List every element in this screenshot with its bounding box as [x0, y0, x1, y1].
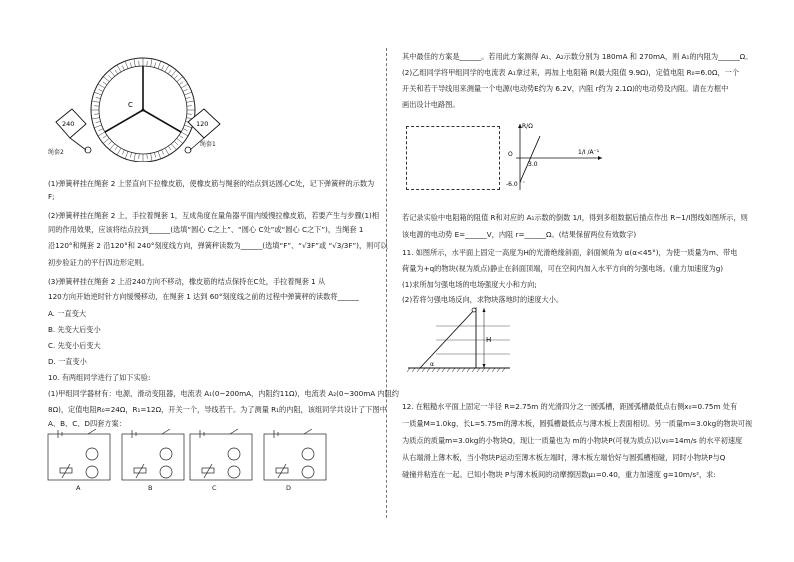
q11-line-4: (2)若将匀强电场反向，求物块落地时的速度大小。: [402, 295, 564, 304]
option-b: B. 先变大后变小: [48, 325, 101, 334]
graph-line: [520, 136, 540, 182]
option-c: C. 先变小后变大: [48, 341, 101, 350]
r-line-5: 若记录实验中电阻箱的阻值 R和对应的 A₁示数的倒数 1/I，得到多组数据后描点作出 R−1/I图线如图所示，则: [402, 213, 748, 222]
q11-line-3: (1)求所加匀强电场的电场强度大小和方向;: [402, 280, 537, 289]
option-a: A. 一直变大: [48, 309, 87, 318]
para-3: (2)弹簧秤挂在绳套 2 上，手拉着绳套 1，互成角度在量角器平面内缓慢拉橡皮筋，若要产生与步骤(1)相: [48, 211, 380, 220]
q10-line-2: 8Ω)，定值电阻R₀=24Ω，R₁=12Ω，开关一个，导线若干。为了测量 R₁的内阻，该组同学共设计了下图中: [48, 405, 387, 414]
circuit-label-b: B: [148, 484, 153, 492]
incline-diagram: [406, 302, 516, 374]
option-d: D. 一直变小: [48, 357, 87, 366]
question-11: 11. 如图所示，水平面上固定一高度为H的光滑绝缘斜面，斜面倾角为 α(α<45°)，为使一质量为m、带电: [402, 248, 738, 257]
r-line-2: (2)乙组同学将甲组同学的电流表 A₁拿过来，再加上电阻箱 R(最大阻值 9.9Ω)，定值电阻 R₀=6.0Ω，一个: [402, 68, 740, 77]
question-12: 12. 在粗糙水平面上固定一半径 R=2.75m 的光滑四分之一圆弧槽，距圆弧槽最低点右侧x₀=0.75m 处有: [402, 402, 738, 411]
r-line-6: 该电源的电动势 E=______V，内阻 r=______Ω。(结果保留两位有效数字): [402, 230, 637, 239]
q12-line-2: 一质量M=1.0kg、长L=5.75m的薄木板，圆弧槽最低点与薄木板上表面相切。另一质量m=3.0kg的物块可视: [402, 419, 753, 428]
para-6: 初步验证力的平行四边形定则。: [48, 258, 149, 267]
para-4: 同的作用效果，应该将结点拉到______(选填“圆心 C之上”、“圆心 C处”或“圆心 C之下”)，当绳套 1: [48, 225, 364, 234]
incline-height-label: H: [486, 336, 492, 344]
para-1: (1)弹簧秤挂在绳套 2 上竖直向下拉橡皮筋，使橡皮筋与绳套的结点到达圆心C处，记下弹簧秤的示数为: [48, 179, 375, 188]
circuit-label-c: C: [212, 484, 217, 492]
box-120-label: 120: [196, 120, 209, 128]
right-column: [394, 0, 794, 562]
q11-line-2: 荷量为+q的物块(视为质点)静止在斜面顶端，可在空间内加入水平方向的匀强电场。(重力加速度为g): [402, 264, 724, 273]
rope-1-label: 绳套1: [200, 141, 216, 148]
q12-line-3: 为质点的质量m=3.0kg的小物块Q，现让一质量也为 m的小物块P(可视为质点)以v₀=14m/s 的水平初速度: [402, 436, 743, 445]
incline-angle-label: α: [430, 361, 434, 368]
graph-y-label: R/Ω: [522, 123, 533, 130]
r-line-3: 开关和若干导线用来测量一个电源(电动势E约为 6.2V，内阻 r约为 2.1Ω)的电动势及内阻。请在方框中: [402, 84, 729, 93]
para-5: 沿120°和绳套 2 沿120°和 240°刻度线方向，弹簧秤读数为______(选填“F”、“√3F”或 “√3/3F”)，则可以: [48, 241, 388, 250]
para-8: 120方向开始逆时针方向缓慢移动，在绳套 1 达到 60°刻度线之前的过程中弹簧秤的读数将______: [48, 292, 360, 301]
question-10: 10. 有两组同学进行了如下实验:: [48, 373, 151, 382]
para-7: (3)弹簧秤挂在绳套 2 上沿240方向不移动，橡皮筋的结点保持在C处，手拉着绳套 1 从: [48, 277, 326, 286]
graph-y-tick: -6.0: [506, 181, 518, 188]
graph-origin: O: [508, 151, 513, 158]
q12-line-5: 碰撞并粘连在一起。已知小物块 P与薄木板间的动摩擦因数μ₁=0.40，重力加速度 g=10m/s²，求:: [402, 470, 716, 479]
column-divider: [386, 48, 387, 518]
q12-line-4: 从右端滑上薄木板，当小物块P运动至薄木板左端时，薄木板左端恰好与圆弧槽相碰，同时小物块P与Q: [402, 453, 726, 462]
q10-line-3: A、B、C、D四套方案：: [48, 419, 126, 428]
box-240-label: 240: [62, 120, 75, 128]
rope-2-label: 绳套2: [48, 149, 64, 156]
r-line-1: 其中最佳的方案是______。若用此方案测得 A₁、A₂示数分别为 180mA 和 270mA，则 A₁的内阻为______Ω。: [402, 52, 753, 61]
circuit-label-d: D: [286, 484, 292, 492]
graph-x-tick: 3.0: [528, 161, 538, 168]
r-line-4: 画出设计电路图。: [402, 100, 460, 109]
q10-line-1: (1)甲组同学器材有：电源，滑动变阻器，电流表 A₁(0~200mA，内阻约11Ω)，电流表 A₂(0~300mA 内阻约: [48, 389, 399, 398]
r-vs-inverse-i-graph: [506, 118, 606, 192]
label-c: C: [128, 101, 133, 109]
circuit-label-a: A: [76, 484, 81, 492]
circuit-diagrams: [44, 428, 344, 498]
para-2: F;: [48, 192, 55, 201]
circuit-design-box: [406, 126, 500, 190]
graph-x-label: 1/I /A⁻¹: [578, 149, 600, 156]
